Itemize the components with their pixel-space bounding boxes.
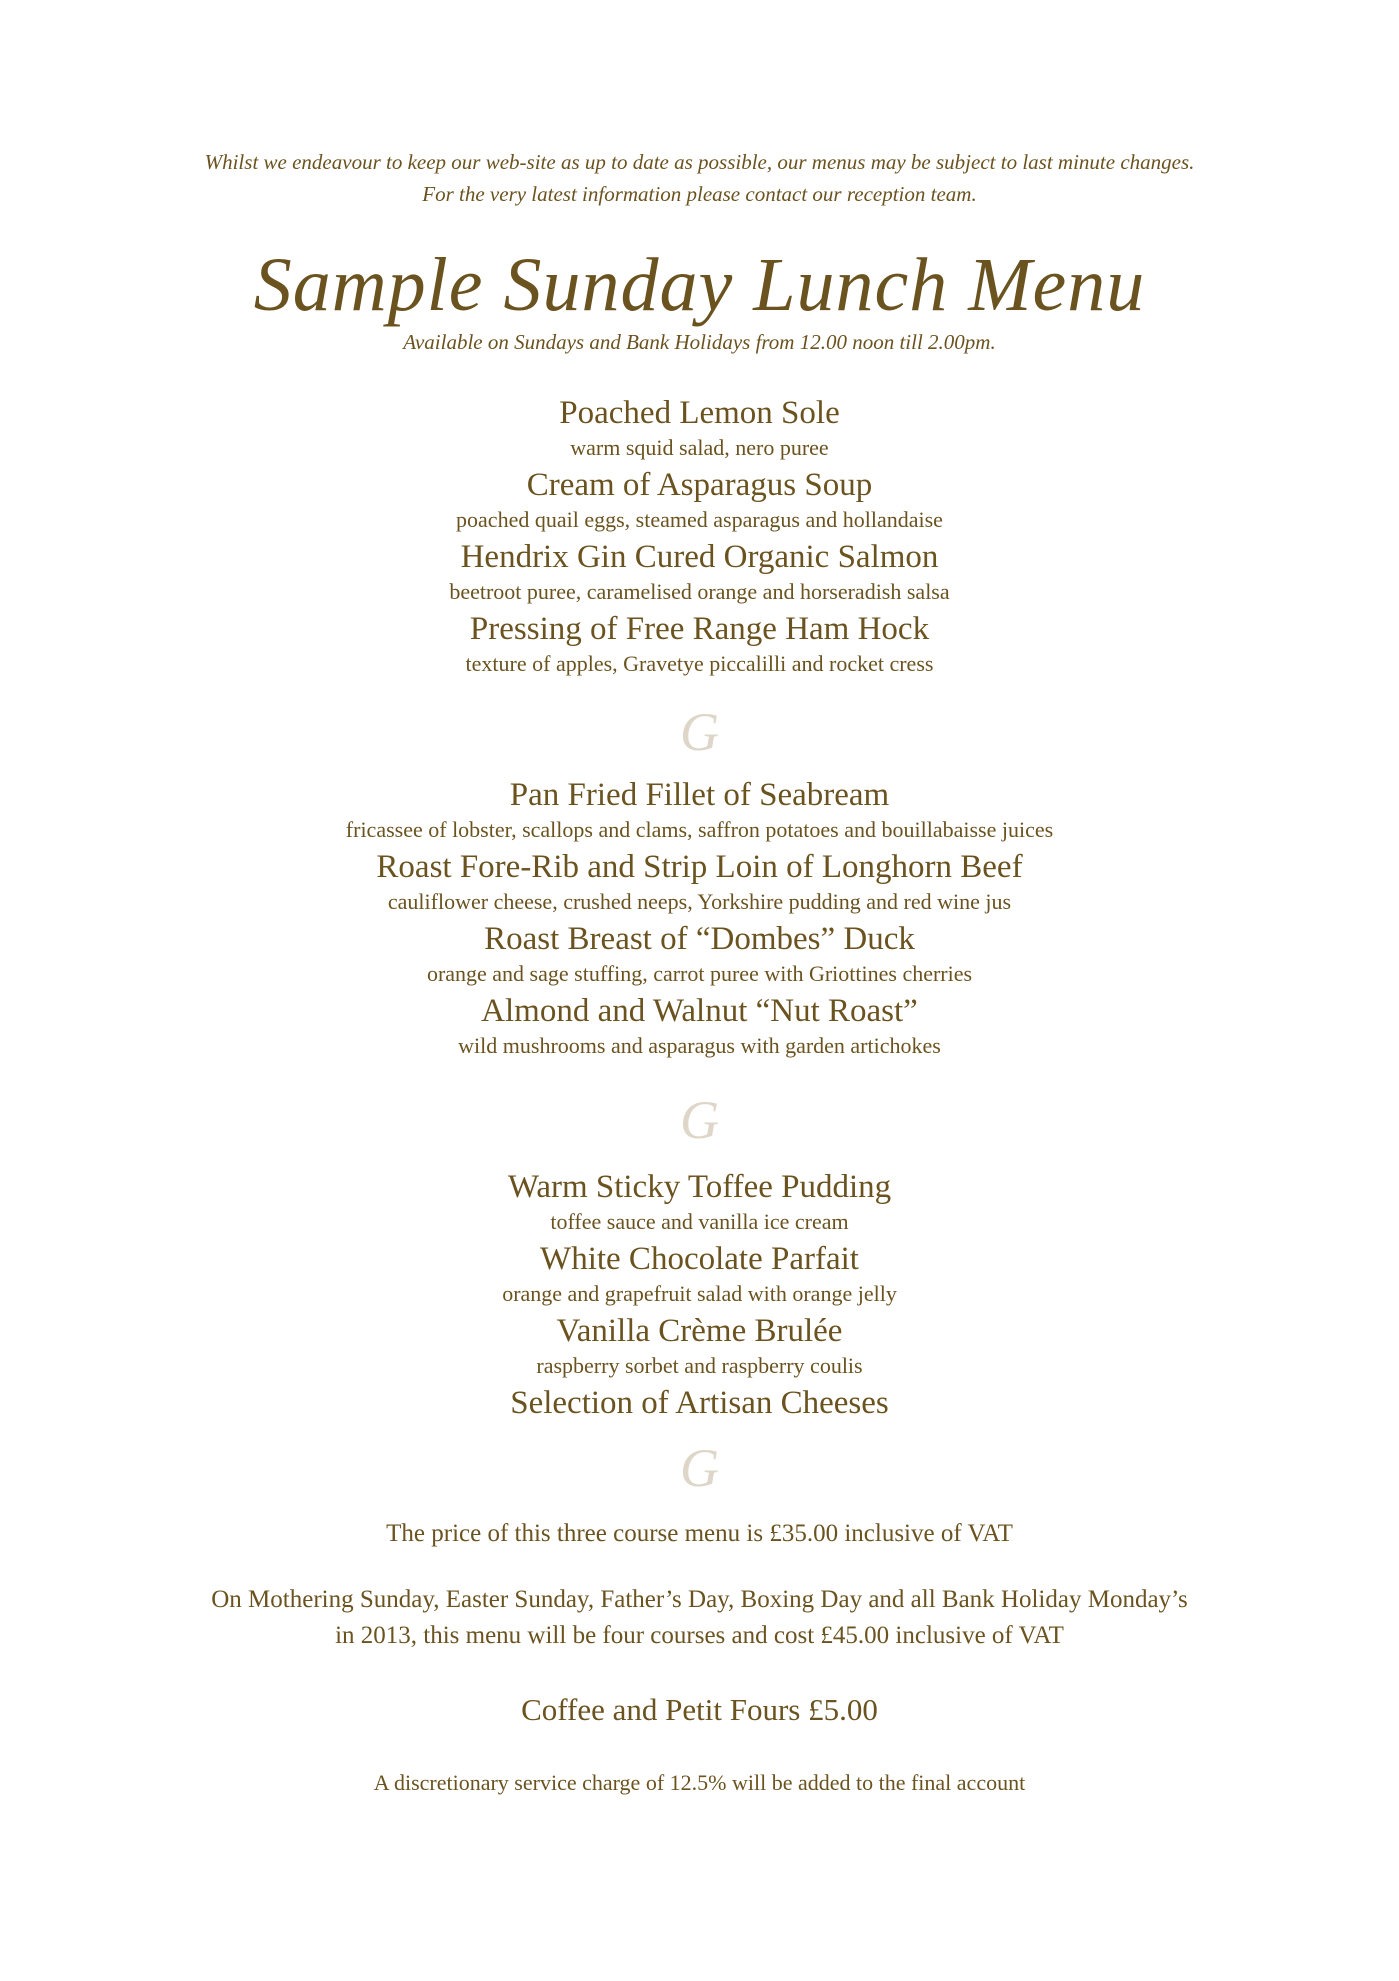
dish-name: Cream of Asparagus Soup — [526, 467, 873, 503]
dish-name: Hendrix Gin Cured Organic Salmon — [460, 539, 939, 575]
dish-name: Pressing of Free Range Ham Hock — [469, 611, 930, 647]
dish-name: Vanilla Crème Brulée — [556, 1313, 843, 1349]
dish-name: Poached Lemon Sole — [559, 395, 840, 431]
dish-name: Almond and Walnut “Nut Roast” — [481, 993, 918, 1029]
dish-description: poached quail eggs, steamed asparagus and hollandaise — [456, 507, 943, 532]
dish-name: Warm Sticky Toffee Pudding — [507, 1169, 892, 1205]
holiday-note-line-2: in 2013, this menu will be four courses and cost £45.00 inclusive of VAT — [335, 1622, 1064, 1649]
divider-g-ornament: G — [680, 702, 719, 762]
dish-description: fricassee of lobster, scallops and clams, saffron potatoes and bouillabaisse juices — [345, 817, 1054, 842]
menu-subtitle: Available on Sundays and Bank Holidays from 12.00 noon till 2.00pm. — [403, 330, 996, 354]
dish-name: Roast Breast of “Dombes” Duck — [484, 921, 915, 957]
dish-description: cauliflower cheese, crushed neeps, Yorkshire pudding and red wine jus — [387, 889, 1012, 914]
dish-description: raspberry sorbet and raspberry coulis — [536, 1353, 863, 1378]
dish-description: toffee sauce and vanilla ice cream — [550, 1209, 849, 1234]
dish-description: warm squid salad, nero puree — [570, 435, 829, 460]
divider-g-ornament: G — [680, 1090, 719, 1150]
dish-name: Roast Fore-Rib and Strip Loin of Longhorn Beef — [376, 849, 1023, 885]
dish-name: White Chocolate Parfait — [540, 1241, 859, 1277]
dish-name: Pan Fried Fillet of Seabream — [509, 777, 890, 813]
divider-g-ornament: G — [680, 1438, 719, 1498]
dish-name: Selection of Artisan Cheeses — [510, 1385, 889, 1421]
disclaimer-line-2: For the very latest information please contact our reception team. — [422, 182, 977, 206]
coffee-price: Coffee and Petit Fours £5.00 — [521, 1692, 878, 1727]
dish-description: orange and grapefruit salad with orange jelly — [502, 1281, 897, 1306]
dish-description: orange and sage stuffing, carrot puree with Griottines cherries — [426, 961, 973, 986]
holiday-note-line-1: On Mothering Sunday, Easter Sunday, Father’s Day, Boxing Day and all Bank Holiday Monday’s — [211, 1586, 1188, 1613]
price-note: The price of this three course menu is £35.00 inclusive of VAT — [386, 1520, 1013, 1547]
disclaimer-line-1: Whilst we endeavour to keep our web-site as up to date as possible, our menus may be subject to last minute changes. — [204, 150, 1195, 174]
dish-description: texture of apples, Gravetye piccalilli and rocket cress — [465, 651, 934, 676]
menu-title: Sample Sunday Lunch Menu — [253, 243, 1146, 327]
dish-description: beetroot puree, caramelised orange and horseradish salsa — [449, 579, 950, 604]
service-charge-note: A discretionary service charge of 12.5% will be added to the final account — [373, 1770, 1026, 1795]
dish-description: wild mushrooms and asparagus with garden artichokes — [458, 1033, 941, 1058]
